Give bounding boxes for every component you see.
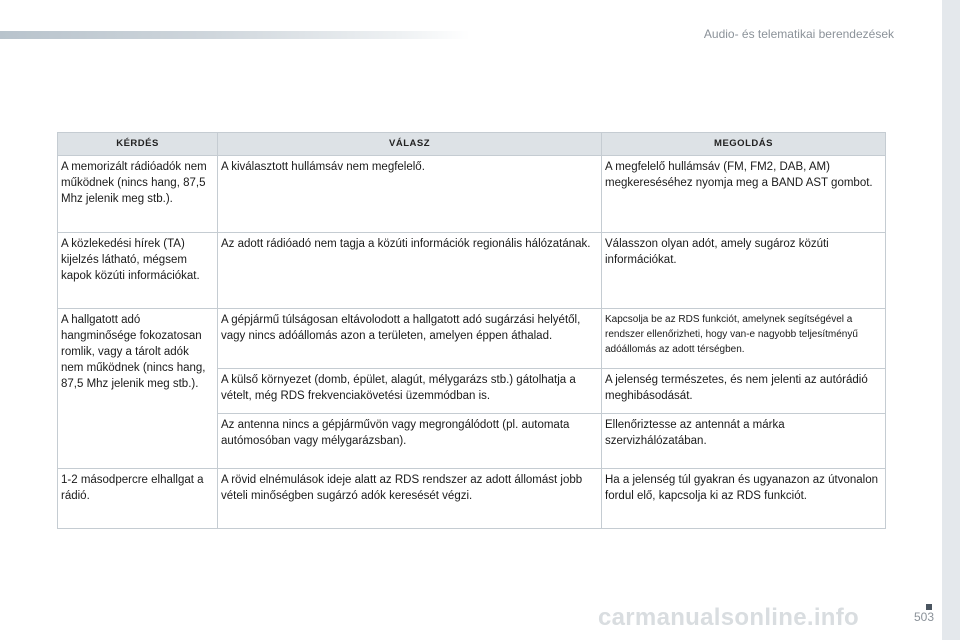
page-edge-strip [942, 0, 960, 640]
table-row [58, 309, 886, 369]
answer-cell: Az antenna nincs a gépjárművön vagy megrongálódott (pl. automata autómosóban vagy mélygarázsban). [218, 414, 602, 469]
faq-table [57, 132, 886, 529]
header-decorative-bar [0, 31, 470, 39]
table-row [58, 469, 886, 529]
header-solution: MEGOLDÁS [602, 133, 886, 156]
watermark: carmanualsonline.info [598, 604, 860, 631]
answer-cell: A kiválasztott hullámsáv nem megfelelő. [218, 156, 602, 233]
answer-cell: A gépjármű túlságosan eltávolodott a hallgatott adó sugárzási helyétől, vagy nincs adóállomás azon a területen, amelyen éppen áthalad. [218, 309, 602, 369]
answer-cell: Az adott rádióadó nem tagja a közúti információk regionális hálózatának. [218, 233, 602, 309]
table-row [58, 233, 886, 309]
question-cell: A közlekedési hírek (TA) kijelzés látható, mégsem kapok közúti információkat. [58, 233, 218, 309]
solution-cell: Válasszon olyan adót, amely sugároz közúti információkat. [602, 233, 886, 309]
answer-cell: A rövid elnémulások ideje alatt az RDS rendszer az adott állomást jobb vételi minőségben sugárzó adók keresését végzi. [218, 469, 602, 529]
table-row [58, 156, 886, 233]
question-cell: 1-2 másodpercre elhallgat a rádió. [58, 469, 218, 529]
header-answer: VÁLASZ [218, 133, 602, 156]
header-question: KÉRDÉS [58, 133, 218, 156]
table-header-row [58, 133, 886, 156]
section-title: Audio- és telematikai berendezések [703, 27, 894, 41]
solution-cell: Ha a jelenség túl gyakran és ugyanazon az útvonalon fordul elő, kapcsolja ki az RDS funkciót. [602, 469, 886, 529]
solution-cell: Kapcsolja be az RDS funkciót, amelynek segítségével a rendszer ellenőrizheti, hogy van-e nagyobb teljesítményű adóállomás az adott térségben. [602, 309, 886, 369]
page-number: 503 [913, 610, 934, 624]
question-cell: A memorizált rádióadók nem működnek (nincs hang, 87,5 Mhz jelenik meg stb.). [58, 156, 218, 233]
solution-cell: A megfelelő hullámsáv (FM, FM2, DAB, AM) megkereséséhez nyomja meg a BAND AST gombot. [602, 156, 886, 233]
solution-cell: A jelenség természetes, és nem jelenti az autórádió meghibásodását. [602, 369, 886, 414]
solution-cell: Ellenőriztesse az antennát a márka szervizhálózatában. [602, 414, 886, 469]
question-cell: A hallgatott adó hangminősége fokozatosan romlik, vagy a tárolt adók nem működnek (nincs hang, 87,5 Mhz jelenik meg stb.). [58, 309, 218, 469]
answer-cell: A külső környezet (domb, épület, alagút, mélygarázs stb.) gátolhatja a vételt, még RDS frekvenciakövetési üzemmódban is. [218, 369, 602, 414]
